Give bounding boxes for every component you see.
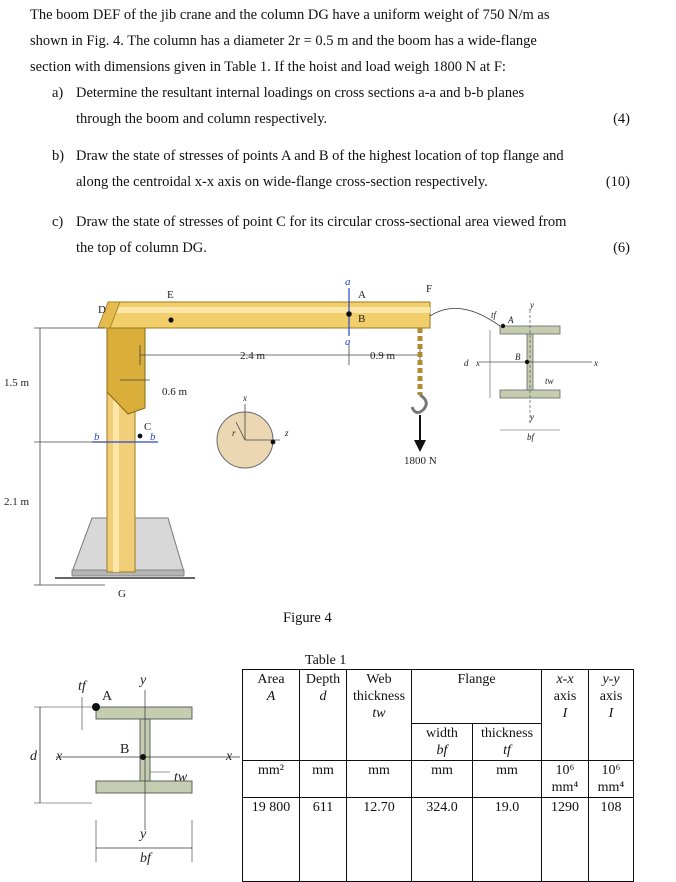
value-yy: 108	[589, 797, 634, 881]
question-c-line-1: Draw the state of stresses of point C for its circular cross-sectional area viewed from	[76, 214, 567, 230]
value-web: 12.70	[347, 797, 412, 881]
intro-line-3: section with dimensions given in Table 1. If the hoist and load weigh 1800 N at F:	[30, 59, 506, 75]
load-label: 1800 N	[404, 455, 437, 467]
value-width: 324.0	[412, 797, 473, 881]
intro-line-1: The boom DEF of the jib crane and the column DG have a uniform weight of 750 N/m as	[30, 7, 550, 23]
header-xx-axis: x-x axis I	[542, 670, 589, 724]
label-a-top: a	[345, 276, 351, 288]
header-depth: Depth d	[300, 670, 347, 724]
hoist-and-load	[412, 328, 426, 452]
dim-1-5: 1.5 m	[4, 377, 30, 389]
ibeam-label-tw: tw	[174, 770, 188, 785]
label-b-right: b	[150, 431, 156, 443]
small-label-y: y	[530, 300, 534, 310]
question-b-line-2: along the centroidal x-x axis on wide-flange cross-section respectively.	[76, 174, 488, 190]
dim-0-9: 0.9 m	[370, 350, 396, 362]
value-xx: 1290	[542, 797, 589, 881]
unit-thickness: mm	[473, 760, 542, 797]
label-r: r	[232, 428, 236, 438]
point-e	[168, 317, 173, 322]
dim-2-1: 2.1 m	[4, 496, 30, 508]
small-label-x-right: x	[594, 358, 598, 368]
point-b-boom	[346, 311, 352, 317]
label-f: F	[426, 283, 433, 295]
question-c-line-2: the top of column DG.	[76, 240, 207, 256]
intro-line-2: shown in Fig. 4. The column has a diameter 2r = 0.5 m and the boom has a wide-flange	[30, 33, 537, 49]
header-yy-axis: y-y axis I	[589, 670, 634, 724]
label-d: D	[98, 304, 106, 316]
label-c: C	[144, 421, 152, 433]
label-z: z	[285, 428, 289, 438]
jib-crane-figure	[0, 270, 676, 600]
unit-yy: 10⁶ mm⁴	[589, 760, 634, 797]
small-label-d: d	[464, 358, 469, 368]
ibeam-label-tf: tf	[78, 679, 86, 694]
ibeam-label-y-top: y	[140, 673, 147, 688]
small-label-b: B	[515, 352, 521, 362]
dim-2-4: 2.4 m	[240, 350, 266, 362]
label-x-circle: x	[243, 393, 247, 403]
question-c-label: c)	[52, 214, 64, 230]
label-a-bottom: a	[345, 336, 351, 348]
ibeam-label-a: A	[102, 689, 113, 704]
header-area: Area A	[243, 670, 300, 724]
small-label-a: A	[508, 315, 514, 325]
wide-flange-section	[0, 660, 250, 878]
table-caption: Table 1	[305, 653, 347, 668]
section-properties-table	[242, 669, 634, 882]
point-c	[138, 434, 143, 439]
label-a: A	[358, 289, 366, 301]
ibeam-label-x-right: x	[226, 749, 233, 764]
ibeam-label-x-left: x	[56, 749, 63, 764]
unit-area: mm²	[243, 760, 300, 797]
header-flange: Flange	[412, 670, 542, 724]
ibeam-label-bf: bf	[140, 851, 151, 866]
value-thickness: 19.0	[473, 797, 542, 881]
small-label-tf: tf	[491, 310, 497, 320]
small-label-x: x	[476, 358, 480, 368]
value-area: 19 800	[243, 797, 300, 881]
value-depth: 611	[300, 797, 347, 881]
label-b-left: b	[94, 431, 100, 443]
question-a-label: a)	[52, 85, 64, 101]
boom-def	[98, 302, 430, 328]
small-label-tw: tw	[545, 376, 554, 386]
question-b-marks: (10)	[605, 174, 630, 190]
small-label-y-bottom: y	[530, 412, 534, 422]
unit-width: mm	[412, 760, 473, 797]
label-e: E	[167, 289, 174, 301]
ibeam-label-d: d	[30, 749, 37, 764]
figure-caption: Figure 4	[283, 610, 332, 626]
small-ibeam-sketch	[430, 308, 592, 430]
question-b-line-1: Draw the state of stresses of points A and B of the highest location of top flange and	[76, 148, 564, 164]
question-a-line-2: through the boom and column respectively.	[76, 111, 328, 127]
question-b-label: b)	[52, 148, 65, 164]
header-web: Web thickness tw	[347, 670, 412, 724]
unit-xx: 10⁶ mm⁴	[542, 760, 589, 797]
label-g: G	[118, 588, 126, 600]
header-width: width bf	[412, 723, 473, 760]
unit-depth: mm	[300, 760, 347, 797]
column-circular-section	[217, 404, 280, 468]
question-a-marks: (4)	[613, 111, 630, 127]
label-b: B	[358, 313, 366, 325]
small-label-bf: bf	[527, 432, 535, 442]
question-a-line-1: Determine the resultant internal loadings on cross sections a-a and b-b planes	[76, 85, 525, 101]
dim-0-6: 0.6 m	[162, 386, 188, 398]
ibeam-label-y-bottom: y	[140, 827, 147, 842]
ibeam-label-b: B	[120, 742, 130, 757]
unit-web: mm	[347, 760, 412, 797]
question-c-marks: (6)	[613, 240, 630, 256]
header-thickness: thickness tf	[473, 723, 542, 760]
